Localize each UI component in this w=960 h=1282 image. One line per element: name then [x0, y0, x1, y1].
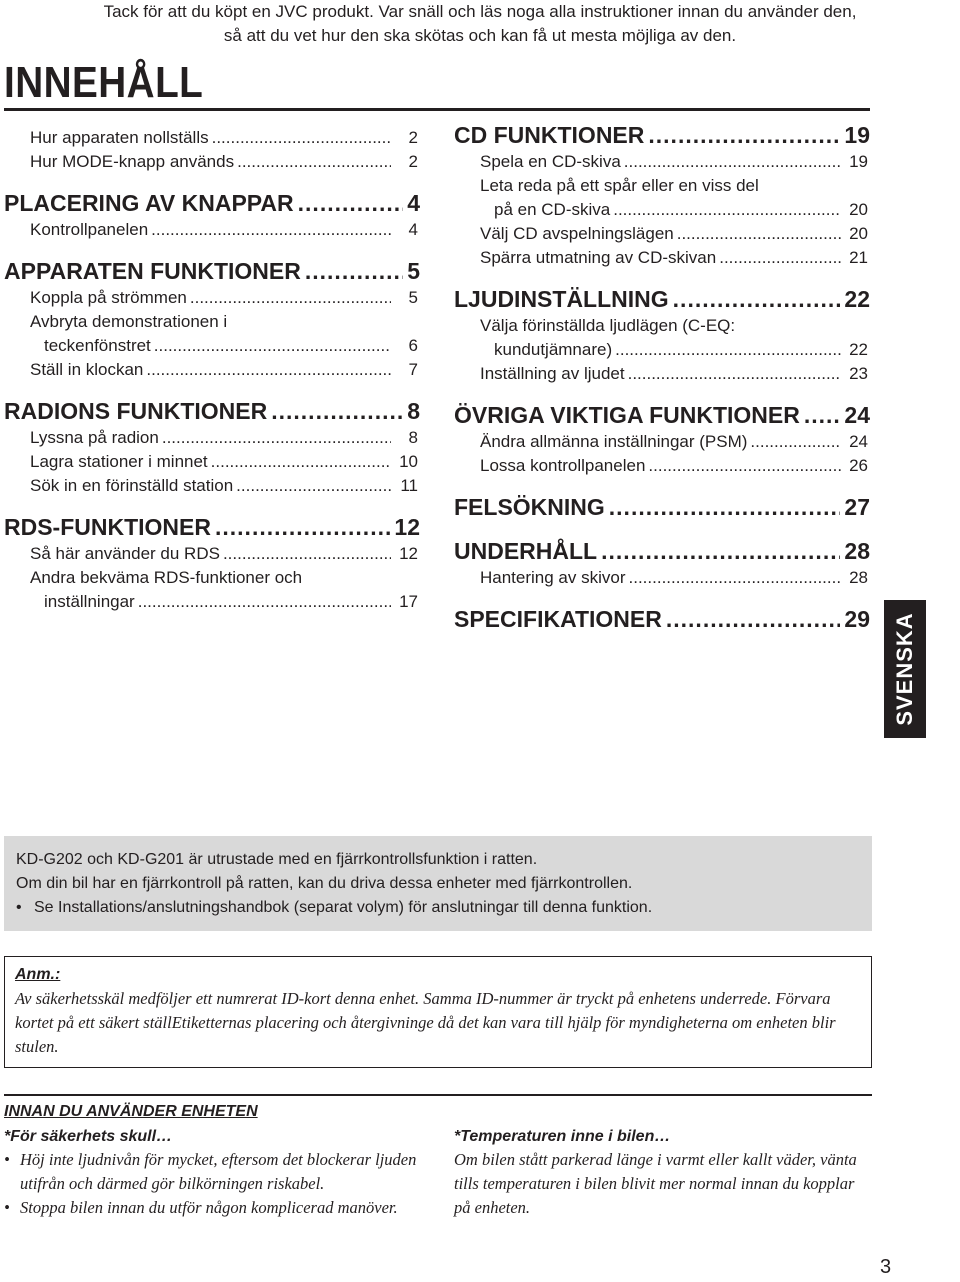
toc-section[interactable]: FELSÖKNING ..... 27	[454, 492, 870, 522]
toc-item[interactable]: Spärra utmatning av CD-skivan ..... 21	[454, 246, 870, 270]
toc-item[interactable]: Ändra allmänna inställningar (PSM) ..... 24	[454, 430, 870, 454]
temperature-text: Om bilen stått parkerad länge i varmt eller kallt väder, vänta tills temperaturen i bilen blivit mer normal innan du kopplar på enheten.	[454, 1150, 857, 1217]
toc-section[interactable]: UNDERHÅLL ..... 28	[454, 536, 870, 566]
remote-info-line: KD-G202 och KD-G201 är utrustade med en fjärrkontrollsfunktion i ratten.	[16, 851, 538, 868]
toc-section[interactable]: PLACERING AV KNAPPAR ..... 4	[4, 188, 420, 218]
remote-info-bullet	[16, 896, 872, 920]
safety-bullet-text: Stoppa bilen innan du utför någon komplicerad manöver.	[20, 1198, 398, 1217]
toc-item[interactable]: Så här använder du RDS ..... 12	[4, 542, 420, 566]
toc-item[interactable]: Lyssna på radion ..... 8	[4, 426, 420, 450]
title-divider	[4, 108, 870, 111]
bullet-icon: •	[4, 1150, 10, 1169]
toc-item[interactable]: teckenfönstret ..... 6	[4, 334, 420, 358]
bullet-icon: •	[4, 1198, 10, 1217]
toc-item[interactable]: Lossa kontrollpanelen ..... 26	[454, 454, 870, 478]
toc-section[interactable]: SPECIFIKATIONER ..... 29	[454, 604, 870, 634]
intro-line: så att du vet hur den ska skötas och kan få ut mesta möjliga av den.	[223, 26, 737, 45]
temperature-column	[454, 1126, 874, 1220]
toc-left-column	[4, 120, 420, 614]
language-tab-label: SVENSKA	[892, 612, 917, 726]
safety-bullet-text: Höj inte ljudnivån för mycket, eftersom det blockerar ljuden utifrån och därmed gör bilkörningen riskabel.	[20, 1150, 417, 1193]
toc-item[interactable]: Välj CD avspelningslägen ..... 20	[454, 222, 870, 246]
toc-item[interactable]: inställningar ..... 17	[4, 590, 420, 614]
page-title: INNEHÅLL	[4, 58, 204, 107]
toc-item[interactable]: Lagra stationer i minnet ..... 10	[4, 450, 420, 474]
remote-info-line: Se Installations/anslutningshandbok (separat volym) för anslutningar till denna funktion.	[34, 899, 653, 916]
toc-item[interactable]: på en CD-skiva ..... 20	[454, 198, 870, 222]
safety-column	[4, 1126, 424, 1220]
toc-section[interactable]: RDS-FUNKTIONER ..... 12	[4, 512, 420, 542]
toc-section[interactable]: LJUDINSTÄLLNING ..... 22	[454, 284, 870, 314]
bullet-icon: •	[16, 899, 22, 916]
page-number: 3	[880, 1256, 892, 1278]
safety-heading: *För säkerhets skull…	[4, 1128, 173, 1145]
toc-item[interactable]: Hantering av skivor ..... 28	[454, 566, 870, 590]
toc-item[interactable]: Koppla på strömmen ..... 5	[4, 286, 420, 310]
safety-bullet	[4, 1196, 424, 1220]
toc-right-column	[454, 120, 870, 634]
language-tab	[884, 600, 926, 738]
toc-item[interactable]: kundutjämnare) ..... 22	[454, 338, 870, 362]
toc-item[interactable]: Hur apparaten nollställs ..... 2	[4, 126, 420, 150]
temperature-heading: *Temperaturen inne i bilen…	[454, 1128, 671, 1145]
toc-section[interactable]: ÖVRIGA VIKTIGA FUNKTIONER ..... 24	[454, 400, 870, 430]
toc-item[interactable]: Kontrollpanelen ..... 4	[4, 218, 420, 242]
remote-info-line: Om din bil har en fjärrkontroll på ratten, kan du driva dessa enheter med fjärrkontrollen.	[16, 875, 633, 892]
toc-section[interactable]: APPARATEN FUNKTIONER ..... 5	[4, 256, 420, 286]
toc-item[interactable]: Inställning av ljudet ..... 23	[454, 362, 870, 386]
toc-item[interactable]: Ställ in klockan ..... 7	[4, 358, 420, 382]
toc-item-line[interactable]: Leta reda på ett spår eller en viss del	[480, 176, 759, 195]
toc-item[interactable]: Hur MODE-knapp används ..... 2	[4, 150, 420, 174]
toc-item[interactable]: Spela en CD-skiva ..... 19	[454, 150, 870, 174]
safety-bullet	[4, 1148, 424, 1196]
toc-item-line[interactable]: Välja förinställda ljudlägen (C-EQ:	[480, 316, 736, 335]
toc-item-line[interactable]: Avbryta demonstrationen i	[30, 312, 228, 331]
note-heading: Anm.:	[15, 966, 61, 983]
before-use-heading: INNAN DU ANVÄNDER ENHETEN	[4, 1103, 258, 1120]
section-divider	[4, 1094, 872, 1096]
intro-text	[0, 0, 960, 48]
toc-section[interactable]: CD FUNKTIONER ..... 19	[454, 120, 870, 150]
remote-info-box	[4, 836, 872, 931]
note-box	[4, 956, 872, 1068]
toc-item-line[interactable]: Andra bekväma RDS-funktioner och	[30, 568, 303, 587]
note-text: Av säkerhetsskäl medföljer ett numrerat ID-kort denna enhet. Samma ID-nummer är tryckt på enhetens underrede. Förvara kortet på ett säkert ställEtiketternas placering och återgivninge då det kan vara till hjälp för myndigheterna om enheten blir stulen.	[15, 989, 836, 1056]
toc-item[interactable]: Sök in en förinställd station ..... 11	[4, 474, 420, 498]
toc-section[interactable]: RADIONS FUNKTIONER ..... 8	[4, 396, 420, 426]
intro-line: Tack för att du köpt en JVC produkt. Var snäll och läs noga alla instruktioner innan du använder den,	[103, 2, 857, 21]
